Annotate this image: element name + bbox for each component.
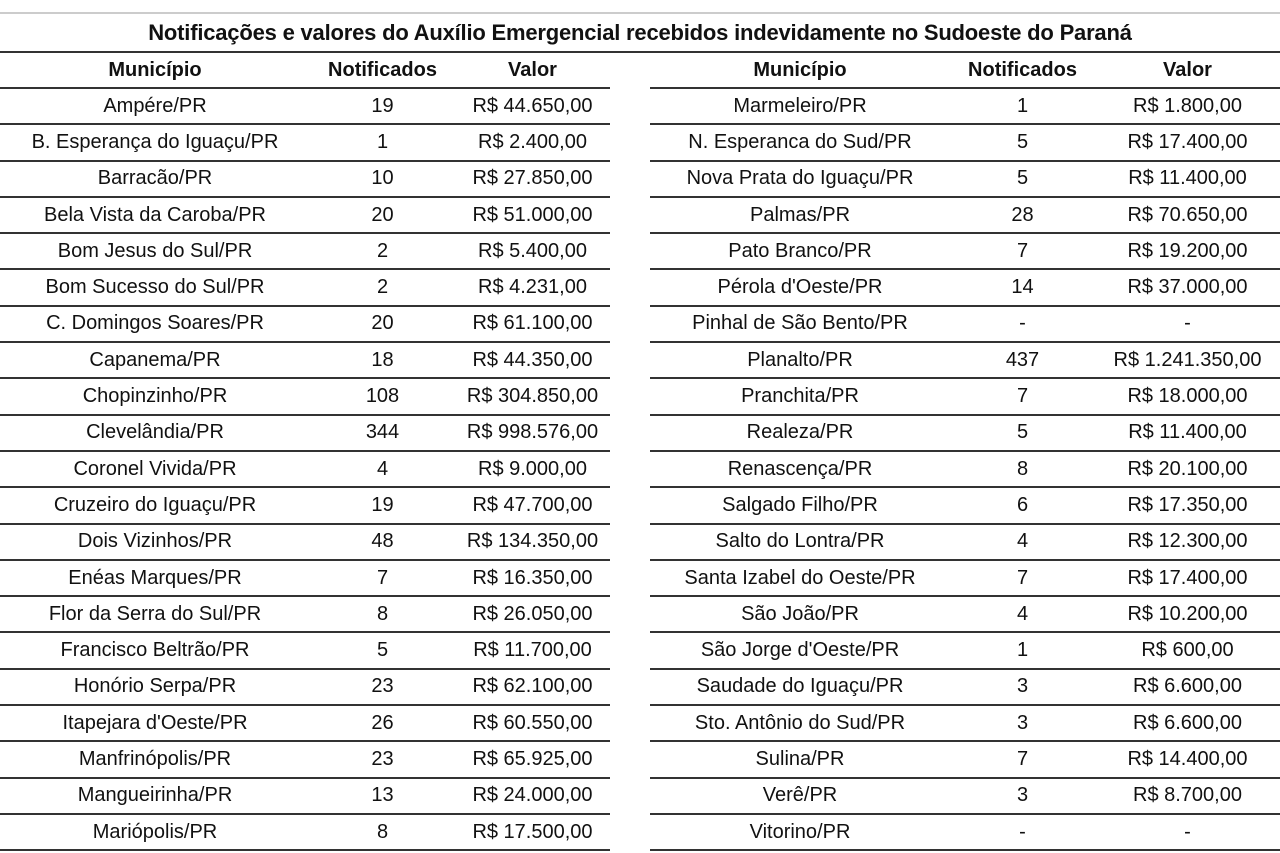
- notificados-cell: 13: [310, 778, 455, 814]
- valor-cell: R$ 44.350,00: [455, 342, 610, 378]
- notificados-cell: 8: [310, 814, 455, 850]
- municipio-cell: Chopinzinho/PR: [0, 378, 310, 414]
- notificados-cell: 2: [310, 233, 455, 269]
- notificados-cell: 5: [310, 632, 455, 668]
- notificados-cell: 3: [950, 778, 1095, 814]
- municipio-cell: Renascença/PR: [650, 451, 950, 487]
- municipio-cell: Salto do Lontra/PR: [650, 524, 950, 560]
- table-row: [650, 560, 1280, 596]
- valor-cell: R$ 17.500,00: [455, 814, 610, 850]
- valor-cell: R$ 134.350,00: [455, 524, 610, 560]
- municipio-cell: Nova Prata do Iguaçu/PR: [650, 161, 950, 197]
- table-row: [0, 124, 610, 160]
- municipio-cell: C. Domingos Soares/PR: [0, 306, 310, 342]
- table-row: [0, 524, 610, 560]
- municipio-cell: Pérola d'Oeste/PR: [650, 269, 950, 305]
- valor-cell: R$ 10.200,00: [1095, 596, 1280, 632]
- notificados-cell: 1: [310, 124, 455, 160]
- header-valor: Valor: [455, 54, 610, 88]
- notificados-cell: 2: [310, 269, 455, 305]
- valor-cell: R$ 51.000,00: [455, 197, 610, 233]
- notificados-cell: 344: [310, 415, 455, 451]
- municipio-cell: Palmas/PR: [650, 197, 950, 233]
- municipio-cell: Coronel Vivida/PR: [0, 451, 310, 487]
- municipio-cell: Honório Serpa/PR: [0, 669, 310, 705]
- header-municipio: Município: [650, 54, 950, 88]
- notificados-cell: 5: [950, 124, 1095, 160]
- valor-cell: R$ 12.300,00: [1095, 524, 1280, 560]
- valor-cell: R$ 17.400,00: [1095, 124, 1280, 160]
- valor-cell: R$ 600,00: [1095, 632, 1280, 668]
- table-row: [650, 632, 1280, 668]
- municipio-cell: Dois Vizinhos/PR: [0, 524, 310, 560]
- municipio-cell: Realeza/PR: [650, 415, 950, 451]
- table-row: [650, 705, 1280, 741]
- municipio-cell: Enéas Marques/PR: [0, 560, 310, 596]
- municipio-cell: Cruzeiro do Iguaçu/PR: [0, 487, 310, 523]
- valor-cell: R$ 1.800,00: [1095, 88, 1280, 124]
- table-row: [650, 741, 1280, 777]
- valor-cell: R$ 60.550,00: [455, 705, 610, 741]
- table-row: [0, 451, 610, 487]
- header-row: [650, 54, 1280, 88]
- table-row: [650, 451, 1280, 487]
- valor-cell: R$ 37.000,00: [1095, 269, 1280, 305]
- valor-cell: R$ 17.350,00: [1095, 487, 1280, 523]
- table-row: [650, 124, 1280, 160]
- table-row: [650, 342, 1280, 378]
- valor-cell: R$ 65.925,00: [455, 741, 610, 777]
- table-row: [0, 778, 610, 814]
- notificados-cell: 6: [950, 487, 1095, 523]
- valor-cell: R$ 6.600,00: [1095, 669, 1280, 705]
- valor-cell: R$ 1.241.350,00: [1095, 342, 1280, 378]
- municipio-cell: Clevelândia/PR: [0, 415, 310, 451]
- municipio-cell: Barracão/PR: [0, 161, 310, 197]
- table-row: [0, 560, 610, 596]
- municipio-cell: Bela Vista da Caroba/PR: [0, 197, 310, 233]
- table-row: [650, 596, 1280, 632]
- valor-cell: R$ 47.700,00: [455, 487, 610, 523]
- municipio-cell: Mariópolis/PR: [0, 814, 310, 850]
- valor-cell: R$ 5.400,00: [455, 233, 610, 269]
- municipio-cell: Itapejara d'Oeste/PR: [0, 705, 310, 741]
- title-divider: [0, 51, 1280, 53]
- valor-cell: R$ 26.050,00: [455, 596, 610, 632]
- valor-cell: R$ 61.100,00: [455, 306, 610, 342]
- table-row: [0, 487, 610, 523]
- table-row: [650, 88, 1280, 124]
- table-row: [650, 378, 1280, 414]
- valor-cell: R$ 304.850,00: [455, 378, 610, 414]
- table-row: [0, 596, 610, 632]
- valor-cell: R$ 18.000,00: [1095, 378, 1280, 414]
- municipio-cell: B. Esperança do Iguaçu/PR: [0, 124, 310, 160]
- notificados-cell: 437: [950, 342, 1095, 378]
- valor-cell: -: [1095, 306, 1280, 342]
- notificados-cell: 108: [310, 378, 455, 414]
- notificados-cell: 23: [310, 741, 455, 777]
- valor-cell: R$ 44.650,00: [455, 88, 610, 124]
- table-row: [650, 778, 1280, 814]
- notificados-cell: 1: [950, 88, 1095, 124]
- top-divider: [0, 12, 1280, 14]
- table-row: [0, 378, 610, 414]
- notificados-cell: 14: [950, 269, 1095, 305]
- valor-cell: R$ 9.000,00: [455, 451, 610, 487]
- header-notificados: Notificados: [310, 54, 455, 88]
- notificados-cell: 4: [950, 524, 1095, 560]
- table-row: [0, 88, 610, 124]
- notificados-cell: 4: [950, 596, 1095, 632]
- header-notificados: Notificados: [950, 54, 1095, 88]
- municipio-cell: Vitorino/PR: [650, 814, 950, 850]
- municipio-cell: Manfrinópolis/PR: [0, 741, 310, 777]
- notificados-cell: 20: [310, 197, 455, 233]
- municipio-cell: Bom Sucesso do Sul/PR: [0, 269, 310, 305]
- notificados-cell: 4: [310, 451, 455, 487]
- right-table: [650, 54, 1280, 851]
- valor-cell: R$ 2.400,00: [455, 124, 610, 160]
- valor-cell: R$ 11.400,00: [1095, 161, 1280, 197]
- notificados-cell: 28: [950, 197, 1095, 233]
- table-row: [650, 197, 1280, 233]
- table-row: [0, 814, 610, 850]
- valor-cell: R$ 16.350,00: [455, 560, 610, 596]
- notificados-cell: 8: [310, 596, 455, 632]
- header-row: [0, 54, 610, 88]
- municipio-cell: Pinhal de São Bento/PR: [650, 306, 950, 342]
- municipio-cell: Salgado Filho/PR: [650, 487, 950, 523]
- notificados-cell: 19: [310, 88, 455, 124]
- table-row: [0, 161, 610, 197]
- municipio-cell: Marmeleiro/PR: [650, 88, 950, 124]
- municipio-cell: São João/PR: [650, 596, 950, 632]
- table-row: [650, 269, 1280, 305]
- notificados-cell: 3: [950, 669, 1095, 705]
- table-row: [0, 306, 610, 342]
- municipio-cell: Mangueirinha/PR: [0, 778, 310, 814]
- table-row: [650, 233, 1280, 269]
- notificados-cell: 23: [310, 669, 455, 705]
- municipio-cell: Verê/PR: [650, 778, 950, 814]
- notificados-cell: 5: [950, 415, 1095, 451]
- valor-cell: R$ 8.700,00: [1095, 778, 1280, 814]
- valor-cell: R$ 62.100,00: [455, 669, 610, 705]
- table-row: [0, 741, 610, 777]
- valor-cell: R$ 24.000,00: [455, 778, 610, 814]
- notificados-cell: -: [950, 814, 1095, 850]
- valor-cell: R$ 17.400,00: [1095, 560, 1280, 596]
- notificados-cell: 48: [310, 524, 455, 560]
- municipio-cell: Capanema/PR: [0, 342, 310, 378]
- municipio-cell: Planalto/PR: [650, 342, 950, 378]
- municipio-cell: Saudade do Iguaçu/PR: [650, 669, 950, 705]
- notificados-cell: 7: [950, 378, 1095, 414]
- notificados-cell: 7: [310, 560, 455, 596]
- notificados-cell: 1: [950, 632, 1095, 668]
- table-row: [0, 233, 610, 269]
- valor-cell: R$ 19.200,00: [1095, 233, 1280, 269]
- valor-cell: R$ 27.850,00: [455, 161, 610, 197]
- table-row: [650, 524, 1280, 560]
- valor-cell: R$ 4.231,00: [455, 269, 610, 305]
- table-title: Notificações e valores do Auxílio Emergencial recebidos indevidamente no Sudoeste do Paraná: [148, 20, 1132, 45]
- notificados-cell: 3: [950, 705, 1095, 741]
- municipio-cell: Flor da Serra do Sul/PR: [0, 596, 310, 632]
- table-row: [650, 487, 1280, 523]
- municipio-cell: Sto. Antônio do Sud/PR: [650, 705, 950, 741]
- table-row: [0, 669, 610, 705]
- valor-cell: R$ 14.400,00: [1095, 741, 1280, 777]
- notificados-cell: 5: [950, 161, 1095, 197]
- table-row: [650, 161, 1280, 197]
- notificados-cell: 20: [310, 306, 455, 342]
- valor-cell: -: [1095, 814, 1280, 850]
- valor-cell: R$ 20.100,00: [1095, 451, 1280, 487]
- table-row: [0, 415, 610, 451]
- table-row: [0, 269, 610, 305]
- notificados-cell: 8: [950, 451, 1095, 487]
- table-row: [650, 306, 1280, 342]
- notificados-cell: 10: [310, 161, 455, 197]
- municipio-cell: São Jorge d'Oeste/PR: [650, 632, 950, 668]
- table-row: [0, 197, 610, 233]
- notificados-cell: 19: [310, 487, 455, 523]
- header-municipio: Município: [0, 54, 310, 88]
- valor-cell: R$ 70.650,00: [1095, 197, 1280, 233]
- notificados-cell: 26: [310, 705, 455, 741]
- municipio-cell: Bom Jesus do Sul/PR: [0, 233, 310, 269]
- table-row: [0, 632, 610, 668]
- municipio-cell: Francisco Beltrão/PR: [0, 632, 310, 668]
- table-row: [650, 669, 1280, 705]
- table-row: [650, 814, 1280, 850]
- header-valor: Valor: [1095, 54, 1280, 88]
- municipio-cell: Pato Branco/PR: [650, 233, 950, 269]
- notificados-cell: 18: [310, 342, 455, 378]
- left-table: [0, 54, 610, 851]
- table-row: [0, 705, 610, 741]
- municipio-cell: Ampére/PR: [0, 88, 310, 124]
- municipio-cell: Pranchita/PR: [650, 378, 950, 414]
- notificados-cell: 7: [950, 560, 1095, 596]
- valor-cell: R$ 11.700,00: [455, 632, 610, 668]
- valor-cell: R$ 11.400,00: [1095, 415, 1280, 451]
- notificados-cell: -: [950, 306, 1095, 342]
- table-row: [0, 342, 610, 378]
- notificados-cell: 7: [950, 741, 1095, 777]
- notificados-cell: 7: [950, 233, 1095, 269]
- table-row: [650, 415, 1280, 451]
- municipio-cell: Sulina/PR: [650, 741, 950, 777]
- municipio-cell: N. Esperanca do Sud/PR: [650, 124, 950, 160]
- municipio-cell: Santa Izabel do Oeste/PR: [650, 560, 950, 596]
- valor-cell: R$ 6.600,00: [1095, 705, 1280, 741]
- valor-cell: R$ 998.576,00: [455, 415, 610, 451]
